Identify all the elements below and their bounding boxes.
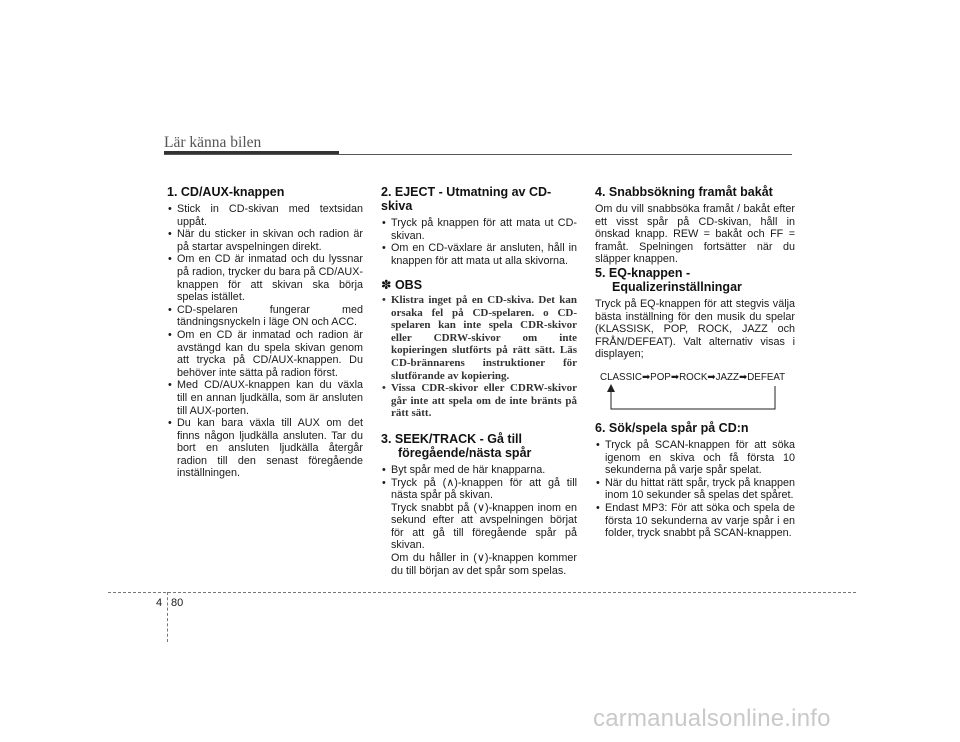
list-item: • Du kan bara växla till AUX om det finns någon ljudkälla ansluten. Tar du bort en ansluten ljudkälla återgår radion till den senast föregående inställningen. [167,417,363,480]
page-number: 80 [171,597,184,609]
seek-text: Tryck på ( [391,476,447,489]
eq-heading-line2: Equalizerinställningar [612,279,742,294]
seek-text: Om du håller in ( [391,552,477,565]
eq-text: Tryck på EQ-knappen för att stegvis välja bästa inställning för den musik du spelar (KLASSISK, POP, ROCK, JAZZ och FRÅN/DEFEAT). Valt alternativ visas i displayen; [595,297,795,361]
list-item: • Om en CD är inmatad och du lyssnar på radion, trycker du bara på CD/AUX-knappen för att skivan ska börja spelas istället. [167,253,363,303]
column-3 [595,185,795,540]
obs-list [381,294,577,420]
seek-text: Tryck snabbt på ( [391,501,477,514]
watermark: carmanualsonline.info [593,705,831,732]
list-item: • När du sticker in skivan och radion är på startar avspelningen direkt. [167,228,363,253]
column-1 [167,185,363,480]
obs-title: ✽ OBS [381,278,423,293]
list-item: • Klistra inget på en CD-skiva. Det kan orsaka fel på CD-spelaren. o CD-spelaren kan inte spela CDR-skivor eller CDRW-skivor om inte kopieringen slutförts på rätt sätt. Läs CD-brännarens instruktioner för slutförande av kopiering. [381,294,577,382]
list-item: • Endast MP3: För att söka och spela de första 10 sekunderna av varje spår i en folder, tryck snabbt på SCAN-knappen. [595,502,795,540]
eq-heading [595,266,795,294]
list-item: • CD-spelaren fungerar med tändningsnyckeln i läge ON och ACC. [167,304,363,329]
section-title: Lär känna bilen [164,134,262,151]
footer-divider [167,592,168,642]
eject-list [381,217,577,267]
seek-list [381,464,577,502]
snabb-text: Om du vill snabbsöka framåt / bakåt efter ett visst spår på CD-skivan, håll in önskad knapp. REW = bakåt och FF = framåt. Spelningen fortsätter när du släpper knappen. [595,203,795,266]
seek-heading [381,432,577,460]
seek-text: )-knappen kommer du till början av det spår som spelas. [391,552,578,577]
seek-text: )-knappen inom en sekund efter att avspelningen börjat för att gå till föregående spår på skivan. [391,501,578,552]
footer-rule [108,592,856,593]
seek-heading-line2: föregående/nästa spår [398,445,532,460]
cd-aux-list [167,203,363,480]
up-arrow-icon: ∧ [446,476,455,489]
seek-sub-1 [381,502,577,552]
cd-aux-heading: 1. CD/AUX-knappen [167,185,285,199]
eq-mode: DEFEAT [747,371,786,383]
down-arrow-icon: ∨ [476,552,485,565]
eq-heading-line1: 5. EQ-knappen - [595,265,691,280]
eq-mode: ROCK [679,371,708,383]
list-item: • Tryck på knappen för att mata ut CD-skivan. [381,217,577,242]
list-item: • När du hittat rätt spår, tryck på knappen inom 10 sekunder så spelas det spåret. [595,477,795,502]
list-item: • Tryck på SCAN-knappen för att söka igenom en skiva och få första 10 sekunderna på varje spår spelat. [595,439,795,477]
seek-text: )-knappen för att gå till nästa spår på skivan. [391,476,577,502]
arrow-right-icon: ➡ [739,371,748,383]
column-2 [381,185,577,577]
list-item: • Vissa CDR-skivor eller CDRW-skivor går inte att spela om de inte bränts på rätt sätt. [381,382,577,420]
eq-mode: CLASSIC [600,371,642,383]
arrow-right-icon: ➡ [641,371,651,383]
arrow-right-icon: ➡ [707,371,716,383]
list-item: • Med CD/AUX-knappen kan du växla till en annan ljudkälla, som är ansluten till AUX-porten. [167,379,363,417]
eject-heading: 2. EJECT - Utmatning av CD-skiva [381,185,552,213]
seek-heading-line1: 3. SEEK/TRACK - Gå till [381,431,522,446]
seek-sub-2 [381,552,577,577]
snabb-heading: 4. Snabbsökning framåt bakåt [595,185,773,199]
list-item: • Om en CD är inmatad och radion är avstängd kan du spela skivan genom att trycka på CD/AUX-knappen. Du behöver inte sätta på radion först. [167,329,363,379]
list-item: • Stick in CD-skivan med textsidan uppåt. [167,203,363,228]
down-arrow-icon: ∨ [476,501,486,514]
list-item: • Byt spår med de här knapparna. [381,464,577,477]
list-item [381,477,577,502]
chapter-number: 4 [156,597,163,609]
arrow-right-icon: ➡ [670,371,680,383]
scan-list [595,439,795,540]
scan-heading: 6. Sök/spela spår på CD:n [595,420,749,435]
eq-mode: JAZZ [715,371,740,383]
eq-mode: POP [650,371,671,383]
eq-cycle-diagram [595,369,795,421]
eq-return-arrow [595,369,795,417]
list-item: • Om en CD-växlare är ansluten, håll in knappen för att mata ut alla skivorna. [381,242,577,267]
header-rule-thin [164,154,792,155]
